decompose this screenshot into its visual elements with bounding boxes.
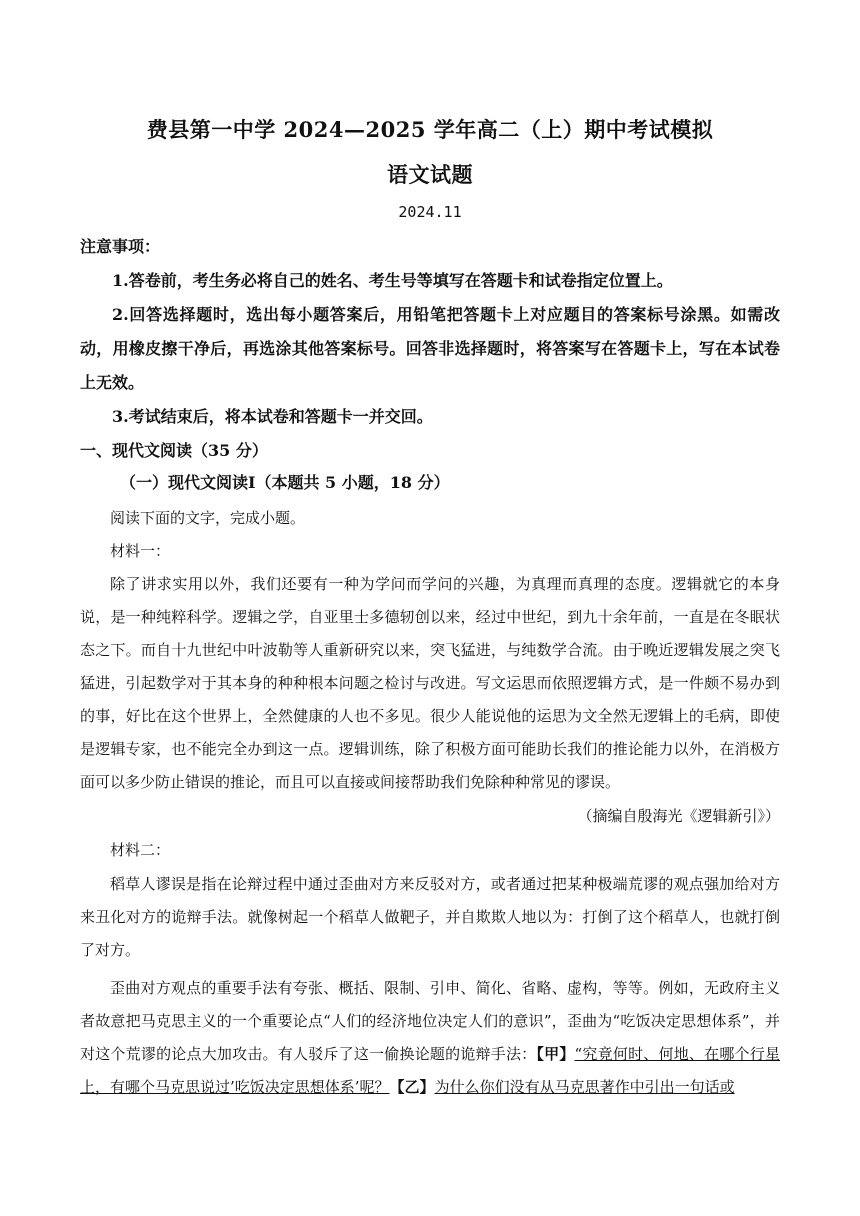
exam-title: 费县第一中学 2024—2025 学年高二（上）期中考试模拟 [146, 117, 714, 142]
notice-item-3: 3.考试结束后，将本试卷和答题卡一并交回。 [112, 407, 433, 426]
notice-item-2: 2.回答选择题时，选出每小题答案后，用铅笔把答题卡上对应题目的答案标号涂黑。如需改动，用橡皮擦干净后，再选涂其他答案标号。回答非选择题时，将答案写在答题卡上，写在本试卷上无效。 [80, 305, 780, 392]
material2-paragraph-1: 稻草人谬误是指在论辩过程中通过歪曲对方来反驳对方，或者通过把某种极端荒谬的观点强加给对方来丑化对方的诡辩手法。就像树起一个稻草人做靶子，并自欺欺人地以为：打倒了这个稻草人，也就打倒了对方。 [80, 875, 780, 959]
section-heading: 一、现代文阅读（35 分） [80, 441, 268, 460]
quote-jia: “究竟何时、何地、在哪个行星上，有哪个马克思说过’吃饭决定思想体系’呢？ [80, 1045, 780, 1096]
notice-heading: 注意事项： [80, 237, 161, 256]
exam-subtitle: 语文试题 [387, 162, 473, 187]
marker-yi: 【乙】 [389, 1078, 435, 1096]
marker-jia: 【甲】 [536, 1045, 575, 1063]
material1-source: （摘编自殷海光《逻辑新引》） [577, 807, 780, 825]
material2-paragraph-2 [80, 972, 780, 1104]
quote-yi: 为什么你们没有从马克思著作中引出一句话或 [434, 1078, 735, 1096]
exam-date: 2024.11 [398, 203, 462, 221]
notice-item-1: 1.答卷前，考生务必将自己的姓名、考生号等填写在答题卡和试卷指定位置上。 [112, 271, 673, 290]
reading-intro: 阅读下面的文字，完成小题。 [110, 509, 306, 527]
material1-paragraph: 除了讲求实用以外，我们还要有一种为学问而学问的兴趣，为真理而真理的态度。逻辑就它的本身说，是一种纯粹科学。逻辑之学，自亚里士多德轫创以来，经过中世纪，到九十余年前，一直是在冬眠状态之下。而自十九世纪中叶波勒等人重新研究以来，突飞猛进，与纯数学合流。由于晚近逻辑发展之突飞猛进，引起数学对于其本身的种种根本问题之检讨与改进。写文运思而依照逻辑方式，是一件颇不易办到的事，好比在这个世界上，全然健康的人也不多见。很少人能说他的运思为文全然无逻辑上的毛病，即使是逻辑专家，也不能完全办到这一点。逻辑训练，除了积极方面可能助长我们的推论能力以外，在消极方面可以多少防止错误的推论，而且可以直接或间接帮助我们免除种种常见的谬误。 [80, 575, 780, 791]
material1-label: 材料一： [110, 542, 171, 560]
section-subheading: （一）现代文阅读Ⅰ（本题共 5 小题，18 分） [120, 473, 450, 492]
paragraph-2-text: 歪曲对方观点的重要手法有夸张、概括、限制、引申、简化、省略、虚构，等等。例如，无政府主义者故意把马克思主义的一个重要论点“人们的经济地位决定人们的意识”，歪曲为“吃饭决定思想体系”，并对这个荒谬的论点大加攻击。有人驳斥了这一偷换论题的诡辩手法： [80, 979, 780, 1063]
material2-label: 材料二： [110, 841, 171, 859]
